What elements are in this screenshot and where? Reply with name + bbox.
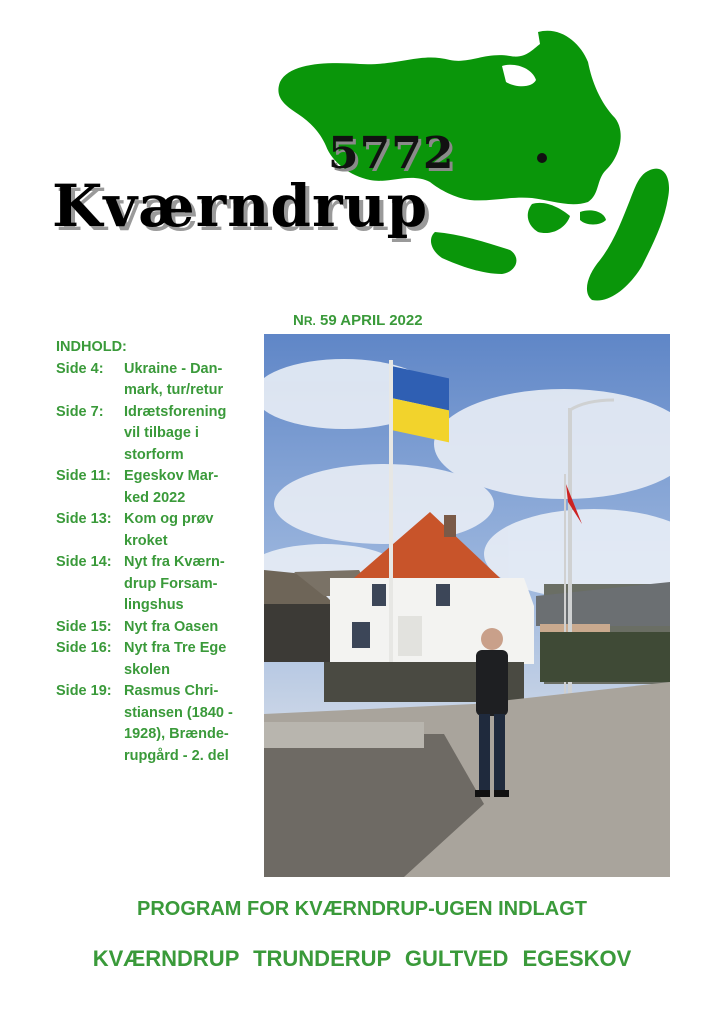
hedge-right (540, 632, 670, 682)
postcode-heading: 5772 (328, 128, 455, 179)
toc-text: Rasmus Chri- stiansen (1840 - 1928), Brænde- rupgård - 2. del (124, 683, 233, 764)
town-marker-dot (537, 153, 547, 163)
toc-text: Ukraine - Dan- mark, tur/retur (124, 360, 224, 398)
cover-photo (264, 334, 670, 877)
low-wall (264, 722, 424, 748)
toc-title: INDHOLD: (56, 339, 127, 355)
house-window (352, 622, 370, 648)
langeland-island-shape (587, 169, 669, 301)
house-chimney (444, 515, 456, 537)
toc-page: Side 14: (56, 554, 112, 570)
toc-entry[interactable] (56, 466, 256, 509)
town-heading: Kværndrup (52, 172, 429, 240)
toc-text: Kom og prøv kroket (124, 511, 214, 549)
toc-text: Idrætsforening vil tilbage i storform (124, 403, 227, 463)
toc-page: Side 19: (56, 683, 112, 699)
program-announcement: PROGRAM FOR KVÆRNDRUP-UGEN INDLAGT (137, 898, 587, 920)
left-house-wall (264, 604, 330, 662)
toc-entry[interactable] (56, 359, 256, 402)
taasinge-island-shape (528, 203, 570, 233)
toc-page: Side 4: (56, 360, 104, 377)
house-window (436, 584, 450, 606)
toc-page: Side 7: (56, 403, 104, 420)
toc-entry[interactable] (56, 509, 256, 552)
flagpole (389, 360, 393, 690)
toc-entry[interactable] (56, 617, 256, 639)
toc-text: Nyt fra Kværn- drup Forsam- lingshus (124, 554, 225, 613)
toc-entry[interactable] (56, 638, 256, 681)
toc-entry[interactable] (56, 402, 256, 467)
small-island-shape (580, 210, 606, 224)
toc-text: Egeskov Mar- ked 2022 (124, 468, 219, 506)
house-window (372, 584, 386, 606)
aeroe-island-shape (431, 232, 516, 274)
toc-page: Side 15: (56, 618, 112, 635)
toc-text: Nyt fra Tre Ege skolen (124, 640, 227, 678)
house-door (398, 616, 422, 656)
toc-page: Side 16: (56, 640, 112, 656)
issue-number: NR. 59 APRIL 2022 (293, 312, 423, 329)
toc-entry[interactable] (56, 681, 256, 767)
toc-text: Nyt fra Oasen (124, 618, 219, 635)
toc-page: Side 13: (56, 511, 112, 527)
table-of-contents (56, 337, 256, 767)
villages-line: KVÆRNDRUP TRUNDERUP GULTVED EGESKOV (92, 946, 632, 971)
toc-entry[interactable] (56, 552, 256, 617)
toc-page: Side 11: (56, 468, 111, 484)
